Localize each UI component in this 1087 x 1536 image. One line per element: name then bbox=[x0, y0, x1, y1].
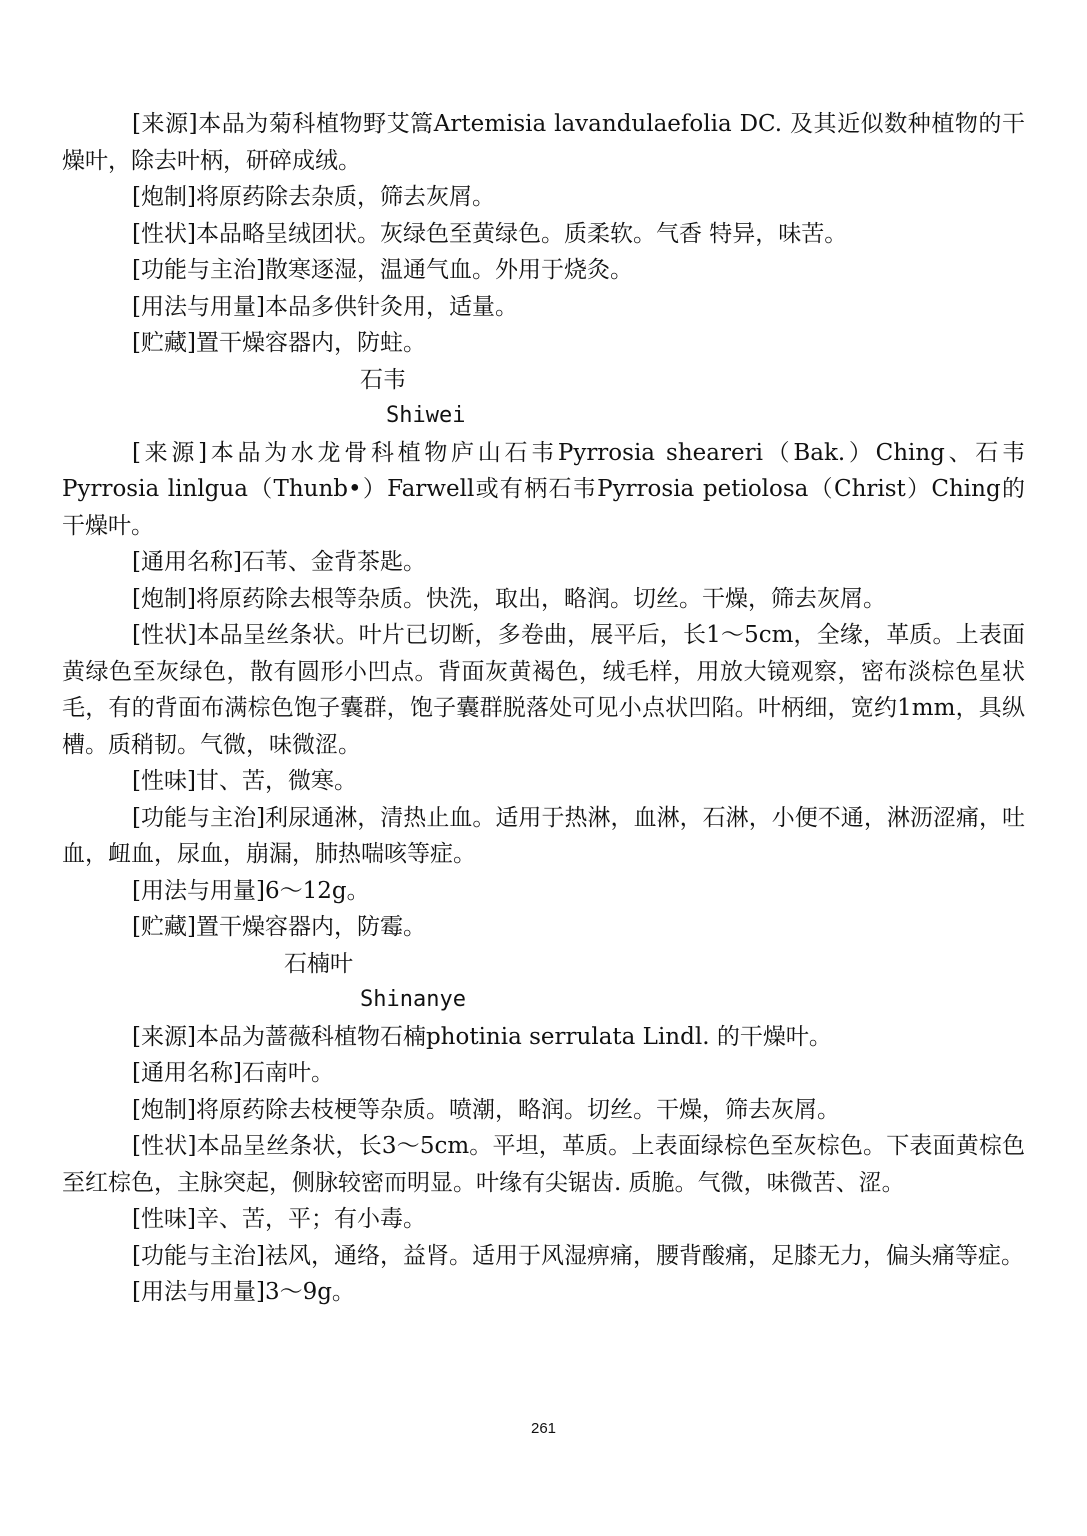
entry-2-function: [功能与主治]利尿通淋，清热止血。适用于热淋，血淋，石淋，小便不通，淋沥涩痛，吐血，衄血，尿血，崩漏，肺热喘咳等症。 bbox=[62, 804, 1025, 867]
entry-2-title: 石韦 bbox=[360, 366, 406, 393]
entry-2-pinyin: Shiwei bbox=[386, 403, 466, 428]
entry-3-title: 石楠叶 bbox=[284, 950, 353, 977]
entry-2-description: [性状]本品呈丝条状。叶片已切断，多卷曲，展平后，长1～5cm，全缘，革质。上表面黄绿色至灰绿色，散有圆形小凹点。背面灰黄褐色，绒毛样，用放大镜观察，密布淡棕色星状毛，有的背面布满棕色饱子囊群，饱子囊群脱落处可见小点状凹陷。叶柄细，宽约1mm，具纵槽。质稍韧。气微，味微涩。 bbox=[62, 622, 1025, 758]
entry-2-taste: [性味]甘、苦，微寒。 bbox=[132, 768, 357, 794]
entry-1-processing: [炮制]将原药除去杂质，筛去灰屑。 bbox=[132, 184, 495, 210]
entry-3-description: [性状]本品呈丝条状，长3～5cm。平坦，革质。上表面绿棕色至灰棕色。下表面黄棕色至红棕色，主脉突起，侧脉较密而明显。叶缘有尖锯齿. 质脆。气微，味微苦、涩。 bbox=[62, 1133, 1025, 1196]
entry-1-function: [功能与主治]散寒逐湿，温通气血。外用于烧灸。 bbox=[132, 257, 633, 283]
entry-3-usage: [用法与用量]3～9g。 bbox=[132, 1279, 355, 1305]
entry-1-storage: [贮藏]置干燥容器内，防蛀。 bbox=[132, 330, 426, 356]
entry-2-source: [来源]本品为水龙骨科植物庐山石韦Pyrrosia sheareri（Bak.）Ching、石韦Pyrrosia linlgua（Thunb•）Farwell或有柄石韦Pyrrosia petiolosa（Christ）Ching的干燥叶。 bbox=[62, 439, 1025, 539]
entry-2-storage: [贮藏]置干燥容器内，防霉。 bbox=[132, 914, 426, 940]
entry-3-source: [来源]本品为蔷薇科植物石楠photinia serrulata Lindl. 的干燥叶。 bbox=[132, 1023, 832, 1050]
entry-2-common-name: [通用名称]石苇、金背茶匙。 bbox=[132, 549, 426, 575]
entry-3-pinyin: Shinanye bbox=[360, 987, 466, 1012]
entry-1-source: [来源]本品为菊科植物野艾篙Artemisia lavandulaefolia DC. 及其近似数种植物的干燥叶，除去叶柄，研碎成绒。 bbox=[62, 111, 1025, 174]
entry-3-taste: [性味]辛、苦，平；有小毒。 bbox=[132, 1206, 426, 1232]
entry-3-function: [功能与主治]祛风，通络，益肾。适用于风湿痹痛，腰背酸痛，足膝无力，偏头痛等症。 bbox=[132, 1242, 1024, 1269]
entry-3-processing: [炮制]将原药除去枝梗等杂质。喷潮，略润。切丝。干燥，筛去灰屑。 bbox=[132, 1096, 840, 1123]
entry-3-common-name: [通用名称]石南叶。 bbox=[132, 1060, 334, 1086]
page-number: 261 bbox=[530, 1420, 557, 1437]
entry-2-processing: [炮制]将原药除去根等杂质。快洗，取出，略润。切丝。干燥，筛去灰屑。 bbox=[132, 585, 886, 612]
entry-1-usage: [用法与用量]本品多供针灸用，适量。 bbox=[132, 293, 518, 320]
entry-2-usage: [用法与用量]6～12g。 bbox=[132, 877, 370, 904]
entry-1-description: [性状]本品略呈绒团状。灰绿色至黄绿色。质柔软。气香 特异，味苦。 bbox=[132, 220, 848, 247]
